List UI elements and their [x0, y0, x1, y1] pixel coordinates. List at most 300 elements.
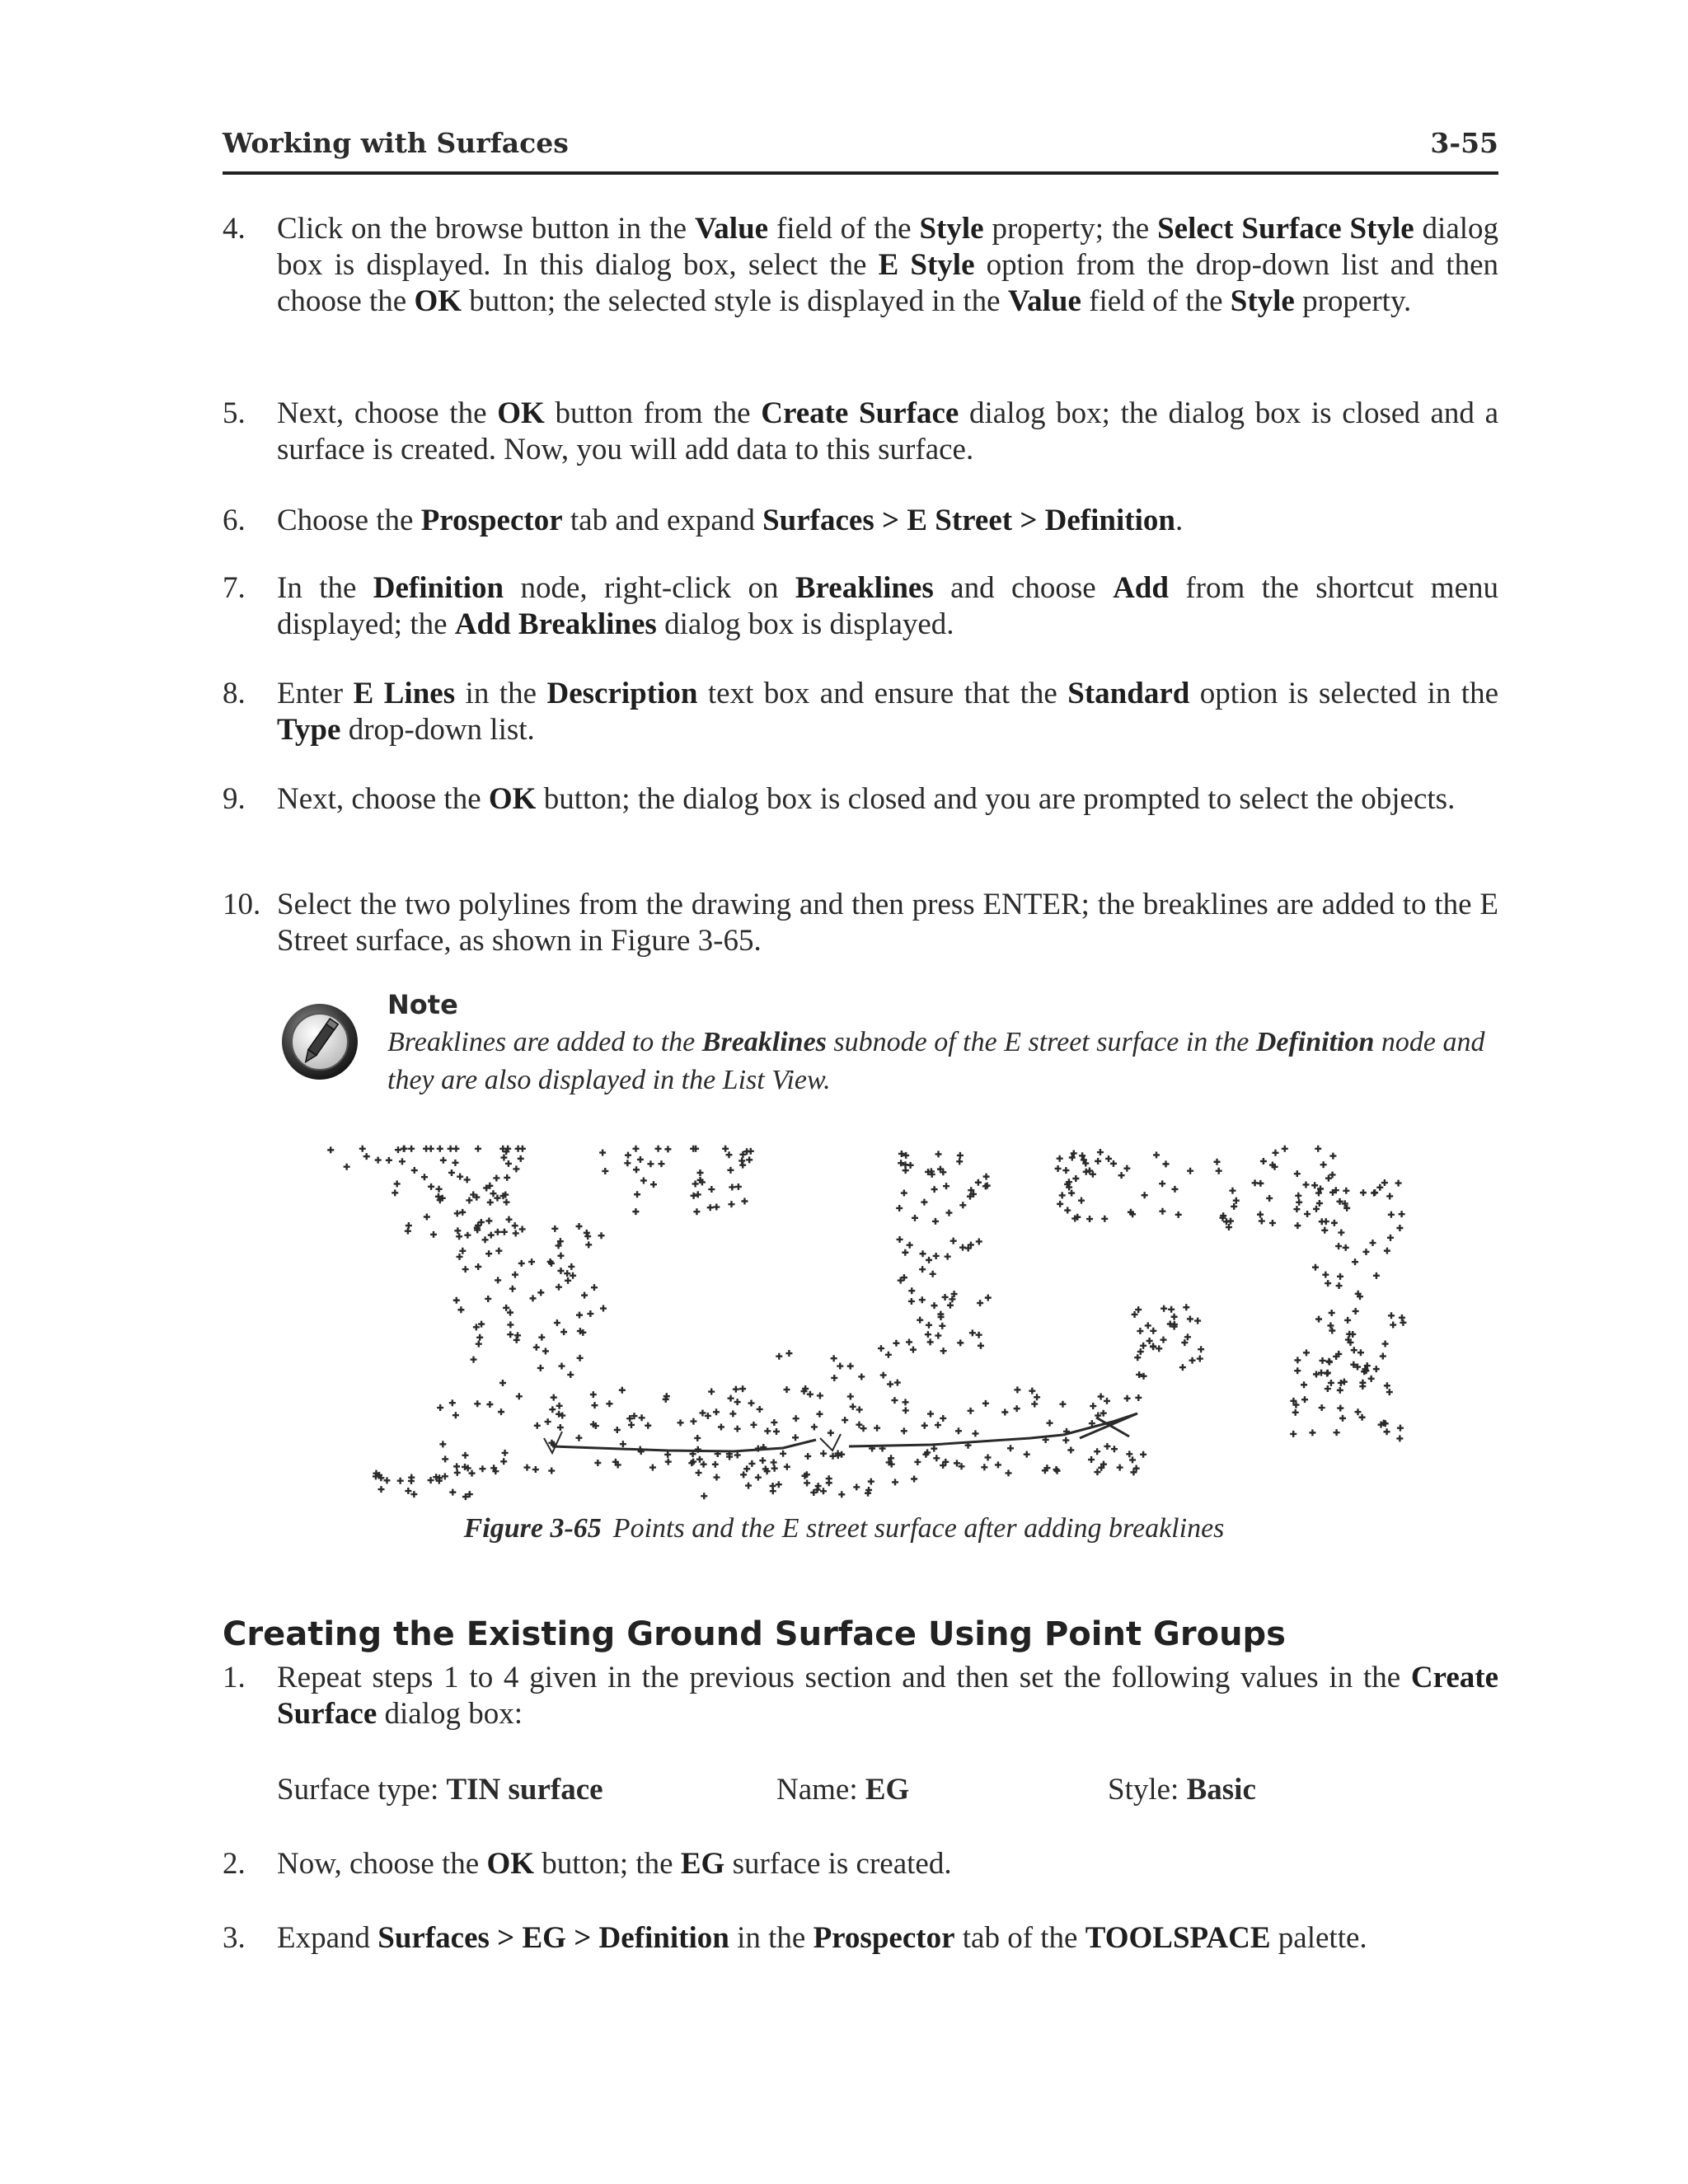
- survey-point: [770, 1483, 776, 1489]
- survey-point: [1266, 1195, 1273, 1202]
- figure-caption-text: Points and the E street surface after adding breaklines: [612, 1513, 1225, 1544]
- survey-point: [925, 1331, 931, 1338]
- survey-point: [919, 1296, 926, 1303]
- survey-point: [1029, 1388, 1035, 1394]
- figure-label: Figure 3-65: [463, 1513, 602, 1544]
- survey-point: [976, 1238, 982, 1244]
- survey-point: [1014, 1405, 1020, 1412]
- step-number: 8.: [223, 677, 246, 710]
- survey-point: [505, 1160, 512, 1167]
- survey-point: [807, 1391, 814, 1398]
- survey-point: [471, 1357, 477, 1363]
- note-title: Note: [387, 989, 458, 1020]
- survey-point: [528, 1258, 535, 1265]
- survey-point: [405, 1488, 411, 1494]
- survey-point: [658, 1160, 664, 1167]
- survey-point: [532, 1466, 539, 1473]
- survey-point: [1197, 1356, 1203, 1362]
- survey-point: [942, 1294, 949, 1301]
- survey-point: [1323, 1218, 1329, 1225]
- survey-point: [847, 1393, 854, 1399]
- survey-point: [885, 1352, 892, 1358]
- survey-point: [1325, 1370, 1331, 1376]
- survey-point: [978, 1343, 984, 1349]
- survey-point: [500, 1155, 507, 1161]
- survey-point: [757, 1406, 763, 1413]
- survey-point: [507, 1321, 513, 1328]
- survey-point: [453, 1463, 460, 1469]
- survey-point: [344, 1164, 350, 1170]
- step-number: 6.: [223, 504, 246, 537]
- step-4: [223, 211, 1498, 320]
- survey-point: [713, 1408, 720, 1415]
- survey-point: [804, 1453, 811, 1460]
- survey-point: [968, 1408, 974, 1414]
- survey-point: [847, 1363, 854, 1370]
- survey-point: [939, 1323, 945, 1329]
- survey-point: [1386, 1193, 1393, 1199]
- survey-point: [567, 1371, 574, 1378]
- survey-point: [1343, 1244, 1349, 1251]
- survey-point: [449, 1489, 456, 1496]
- survey-point: [771, 1459, 777, 1465]
- survey-point: [494, 1195, 500, 1202]
- survey-point: [780, 1451, 786, 1457]
- survey-point: [975, 1179, 982, 1186]
- survey-point: [1124, 1395, 1131, 1402]
- page-number: 3-55: [1430, 127, 1498, 159]
- survey-point: [647, 1160, 654, 1167]
- survey-point: [1135, 1306, 1142, 1313]
- survey-point: [1386, 1389, 1393, 1395]
- survey-point: [914, 1459, 921, 1465]
- survey-point: [359, 1146, 366, 1152]
- survey-point: [1359, 1414, 1366, 1421]
- survey-point: [581, 1292, 588, 1299]
- survey-point: [1388, 1312, 1395, 1319]
- survey-point: [696, 1169, 703, 1176]
- step-8: [223, 676, 1498, 748]
- survey-point: [1024, 1451, 1030, 1458]
- survey-point: [816, 1411, 823, 1418]
- survey-point: [585, 1241, 592, 1248]
- survey-point: [940, 1347, 947, 1354]
- survey-point: [1057, 1201, 1063, 1207]
- survey-point: [482, 1236, 489, 1243]
- survey-point: [734, 1452, 741, 1459]
- survey-point: [694, 1435, 701, 1441]
- survey-point: [712, 1461, 719, 1468]
- survey-point: [945, 1254, 951, 1260]
- survey-point: [490, 1190, 496, 1197]
- survey-point: [701, 1461, 707, 1468]
- survey-point: [957, 1152, 964, 1159]
- survey-point: [1090, 1403, 1096, 1409]
- survey-point: [708, 1186, 715, 1193]
- survey-point: [868, 1479, 874, 1485]
- survey-point: [495, 1277, 501, 1283]
- survey-point: [514, 1332, 521, 1338]
- survey-point: [725, 1151, 732, 1158]
- survey-point: [748, 1148, 754, 1155]
- survey-point: [485, 1296, 491, 1302]
- chapter-title: Working with Surfaces: [223, 127, 569, 159]
- survey-point: [831, 1355, 837, 1361]
- survey-point: [1216, 1168, 1222, 1174]
- survey-point: [956, 1158, 963, 1165]
- survey-point: [792, 1434, 799, 1441]
- survey-point: [804, 1479, 810, 1486]
- survey-point: [1168, 1306, 1175, 1313]
- survey-point: [748, 1460, 755, 1467]
- survey-point: [1369, 1240, 1376, 1246]
- survey-point: [577, 1355, 584, 1361]
- survey-point: [1294, 1367, 1301, 1374]
- survey-point: [1183, 1304, 1189, 1310]
- survey-point: [1142, 1192, 1148, 1198]
- survey-point: [1187, 1168, 1193, 1174]
- survey-point: [838, 1491, 845, 1497]
- step-text: In the Definition node, right-click on Breaklines and choose Add from the shortcut menu displayed; the Add Breaklines dialog box is displayed.: [277, 571, 1499, 641]
- survey-point: [375, 1157, 382, 1164]
- survey-point: [1329, 1153, 1336, 1160]
- survey-point: [1047, 1420, 1053, 1427]
- survey-point: [1296, 1199, 1302, 1206]
- survey-point: [853, 1483, 860, 1490]
- survey-point: [575, 1435, 582, 1441]
- survey-point: [1294, 1222, 1301, 1229]
- survey-point: [1132, 1311, 1138, 1318]
- survey-point: [901, 1427, 907, 1434]
- survey-point: [1319, 1357, 1325, 1364]
- survey-point: [557, 1253, 564, 1259]
- survey-point: [1134, 1354, 1141, 1361]
- survey-point: [901, 1190, 907, 1197]
- survey-point: [1014, 1386, 1020, 1393]
- survey-point: [516, 1393, 523, 1399]
- survey-point: [735, 1183, 742, 1190]
- survey-point: [828, 1430, 834, 1436]
- survey-point: [1397, 1425, 1404, 1432]
- survey-point: [505, 1216, 512, 1223]
- survey-point: [1233, 1197, 1240, 1204]
- step-2: [223, 1846, 1498, 1882]
- survey-point: [1194, 1318, 1201, 1324]
- survey-point: [327, 1146, 334, 1153]
- survey-point: [537, 1289, 544, 1296]
- survey-point: [599, 1150, 606, 1156]
- survey-point: [947, 1302, 954, 1309]
- survey-point: [1399, 1315, 1405, 1321]
- survey-point: [1057, 1155, 1063, 1162]
- survey-point: [1290, 1431, 1296, 1437]
- survey-point: [410, 1491, 417, 1497]
- survey-point: [921, 1422, 928, 1429]
- survey-point: [1301, 1381, 1307, 1388]
- survey-point: [1341, 1379, 1348, 1385]
- survey-point: [729, 1410, 736, 1417]
- step-7: [223, 570, 1498, 643]
- survey-point: [1301, 1396, 1308, 1403]
- survey-point: [878, 1345, 884, 1352]
- survey-point: [1376, 1184, 1383, 1191]
- step-number: 4.: [223, 212, 246, 246]
- survey-point: [771, 1419, 777, 1426]
- survey-point: [488, 1232, 495, 1239]
- survey-point: [1344, 1317, 1351, 1324]
- survey-point: [1094, 1469, 1100, 1475]
- survey-point: [1373, 1272, 1380, 1279]
- survey-point: [976, 1332, 982, 1338]
- survey-point: [650, 1181, 657, 1188]
- survey-point: [1229, 1188, 1236, 1194]
- step-text: Next, choose the OK button from the Create Surface dialog box; the dialog box is closed and a surface is created. Now, you will add data to this surface.: [277, 396, 1499, 466]
- surface-type-value: Surface type: TIN surface: [277, 1773, 603, 1807]
- survey-point: [394, 1180, 401, 1187]
- step-text: Expand Surfaces > EG > Definition in the Prospector tab of the TOOLSPACE palette.: [277, 1921, 1367, 1955]
- survey-point: [902, 1249, 908, 1256]
- survey-point: [701, 1493, 707, 1499]
- survey-point: [728, 1201, 734, 1207]
- survey-point: [664, 1146, 671, 1152]
- survey-point: [408, 1146, 415, 1152]
- survey-point: [1338, 1380, 1344, 1386]
- survey-point: [678, 1419, 684, 1426]
- survey-point: [931, 1186, 938, 1193]
- survey-point: [1326, 1359, 1333, 1366]
- survey-point: [1321, 1227, 1328, 1234]
- survey-point: [1399, 1211, 1405, 1217]
- survey-point: [556, 1284, 562, 1291]
- survey-point: [1292, 1409, 1299, 1416]
- survey-point: [411, 1167, 418, 1174]
- survey-point: [1101, 1216, 1108, 1222]
- survey-point: [584, 1233, 591, 1240]
- survey-point: [442, 1455, 448, 1462]
- survey-point: [542, 1347, 549, 1354]
- survey-point: [437, 1146, 443, 1152]
- survey-point: [1325, 1385, 1331, 1392]
- survey-point: [456, 1233, 462, 1240]
- survey-point: [1315, 1146, 1321, 1152]
- survey-point: [421, 1174, 428, 1180]
- step-text: Click on the browse button in the Value field of the Style property; the Select Surface Style dialog box is displayed. In this dialog box, select the E Style option from the drop-down list and then choose the OK button; the selected style is displayed in the Value field of the Style property.: [277, 212, 1499, 318]
- survey-point: [436, 1186, 443, 1193]
- survey-point: [1098, 1393, 1104, 1399]
- step-number: 5.: [223, 396, 246, 430]
- survey-point: [927, 1338, 934, 1345]
- survey-point: [856, 1422, 862, 1428]
- survey-point: [1006, 1469, 1012, 1476]
- step-number: 9.: [223, 782, 246, 816]
- survey-point: [1187, 1315, 1193, 1322]
- survey-point: [893, 1340, 899, 1347]
- survey-point: [405, 1228, 411, 1235]
- survey-point: [408, 1474, 415, 1481]
- survey-point: [931, 1446, 937, 1452]
- survey-point: [474, 1400, 481, 1407]
- survey-point: [926, 1322, 932, 1329]
- survey-point: [513, 1230, 519, 1236]
- survey-point: [745, 1483, 752, 1489]
- survey-point: [628, 1422, 635, 1428]
- survey-point: [383, 1477, 390, 1483]
- survey-point: [449, 1399, 456, 1406]
- survey-point: [935, 1151, 942, 1157]
- survey-point: [820, 1488, 827, 1494]
- survey-point: [437, 1404, 443, 1411]
- survey-point: [912, 1215, 918, 1221]
- breakline-mid-tri: [820, 1434, 841, 1451]
- survey-point: [932, 1218, 939, 1225]
- survey-point: [1304, 1211, 1311, 1217]
- survey-point: [625, 1152, 631, 1159]
- survey-point: [564, 1270, 570, 1277]
- survey-point: [498, 1408, 504, 1415]
- survey-point: [549, 1406, 556, 1413]
- survey-point: [462, 1452, 468, 1459]
- step-5: [223, 396, 1498, 468]
- survey-point: [1095, 1158, 1101, 1165]
- survey-point: [1135, 1394, 1142, 1401]
- survey-point: [1129, 1456, 1136, 1463]
- survey-point: [880, 1372, 887, 1379]
- step-text: Enter E Lines in the Description text box and ensure that the Standard option is selected in the Type drop-down list.: [277, 677, 1499, 747]
- survey-point: [1159, 1180, 1165, 1187]
- survey-point: [614, 1427, 621, 1433]
- survey-point: [728, 1395, 734, 1402]
- survey-point: [1150, 1328, 1156, 1334]
- survey-point: [557, 1268, 564, 1274]
- survey-point: [713, 1474, 720, 1481]
- survey-point: [995, 1461, 1001, 1468]
- survey-point: [1343, 1188, 1349, 1194]
- survey-point: [943, 1183, 950, 1189]
- survey-point: [518, 1260, 525, 1267]
- survey-point: [576, 1223, 583, 1230]
- survey-point: [850, 1404, 856, 1410]
- survey-point: [1110, 1160, 1117, 1167]
- survey-point: [454, 1469, 461, 1476]
- survey-point: [548, 1468, 555, 1474]
- survey-point: [424, 1214, 430, 1221]
- survey-point: [793, 1415, 799, 1422]
- survey-point: [1325, 1280, 1331, 1286]
- survey-point: [903, 1399, 909, 1405]
- survey-point: [590, 1391, 597, 1398]
- survey-point: [1179, 1364, 1186, 1371]
- survey-point: [1329, 1310, 1335, 1316]
- survey-point: [1059, 1192, 1066, 1198]
- survey-point: [1293, 1206, 1300, 1212]
- survey-point: [1309, 1429, 1315, 1436]
- survey-point: [1159, 1208, 1165, 1215]
- survey-point: [776, 1481, 782, 1488]
- step-1: [223, 1660, 1498, 1732]
- survey-point: [462, 1266, 469, 1272]
- survey-point: [499, 1380, 506, 1386]
- survey-point: [693, 1208, 700, 1215]
- survey-point: [930, 1271, 936, 1277]
- survey-point: [523, 1465, 530, 1471]
- survey-point: [655, 1146, 662, 1152]
- points-plot: [305, 1141, 1426, 1504]
- survey-point: [981, 1464, 987, 1470]
- survey-point: [485, 1217, 492, 1224]
- survey-point: [665, 1459, 672, 1465]
- survey-point: [620, 1441, 626, 1447]
- survey-point: [633, 1166, 640, 1173]
- survey-point: [518, 1155, 524, 1162]
- survey-point: [598, 1232, 605, 1239]
- survey-point: [1059, 1401, 1066, 1408]
- survey-point: [734, 1426, 741, 1432]
- survey-point: [1160, 1305, 1167, 1312]
- survey-point: [507, 1331, 513, 1338]
- survey-point: [507, 1310, 513, 1316]
- survey-point: [764, 1427, 771, 1434]
- survey-point: [1214, 1159, 1221, 1165]
- survey-point: [1312, 1264, 1319, 1271]
- survey-point: [1189, 1357, 1196, 1364]
- survey-point: [856, 1406, 863, 1413]
- survey-point: [935, 1333, 941, 1339]
- survey-point: [502, 1450, 509, 1456]
- survey-point: [695, 1191, 701, 1197]
- survey-point: [894, 1380, 901, 1386]
- survey-point: [519, 1146, 526, 1152]
- survey-point: [933, 1455, 940, 1461]
- survey-point: [748, 1400, 755, 1407]
- survey-point: [858, 1373, 865, 1380]
- survey-point: [911, 1475, 917, 1482]
- survey-point: [459, 1209, 466, 1216]
- survey-point: [1328, 1380, 1334, 1386]
- survey-point: [734, 1399, 741, 1405]
- survey-point: [733, 1386, 739, 1393]
- survey-point: [448, 1169, 455, 1176]
- step-number: 10.: [223, 888, 261, 921]
- survey-point: [891, 1397, 898, 1404]
- survey-point: [1260, 1158, 1267, 1165]
- survey-point: [740, 1471, 747, 1478]
- survey-point: [1064, 1207, 1071, 1214]
- survey-point: [1001, 1408, 1008, 1415]
- survey-point: [1031, 1401, 1038, 1408]
- survey-point: [1111, 1446, 1118, 1452]
- survey-point: [1272, 1150, 1278, 1156]
- survey-point: [1083, 1169, 1090, 1175]
- survey-point: [897, 1236, 903, 1243]
- survey-point: [485, 1250, 492, 1257]
- survey-point: [1097, 1149, 1104, 1155]
- survey-point: [969, 1329, 976, 1336]
- survey-point: [645, 1422, 651, 1429]
- survey-point: [1303, 1349, 1310, 1356]
- survey-point: [509, 1286, 516, 1292]
- survey-point: [957, 1339, 964, 1346]
- survey-point: [1104, 1398, 1110, 1404]
- survey-point: [985, 1454, 992, 1460]
- survey-point: [741, 1198, 748, 1205]
- survey-point: [931, 1302, 938, 1309]
- survey-point: [493, 1174, 499, 1181]
- step-text: Next, choose the OK button; the dialog box is closed and you are prompted to select the objects.: [277, 782, 1456, 816]
- note-text: Breaklines are added to the Breaklines subnode of the E street surface in the Definition node and they are also displayed in the List View.: [387, 1027, 1485, 1095]
- survey-point: [1302, 1181, 1309, 1188]
- survey-point: [512, 1222, 518, 1229]
- survey-point: [1162, 1160, 1169, 1167]
